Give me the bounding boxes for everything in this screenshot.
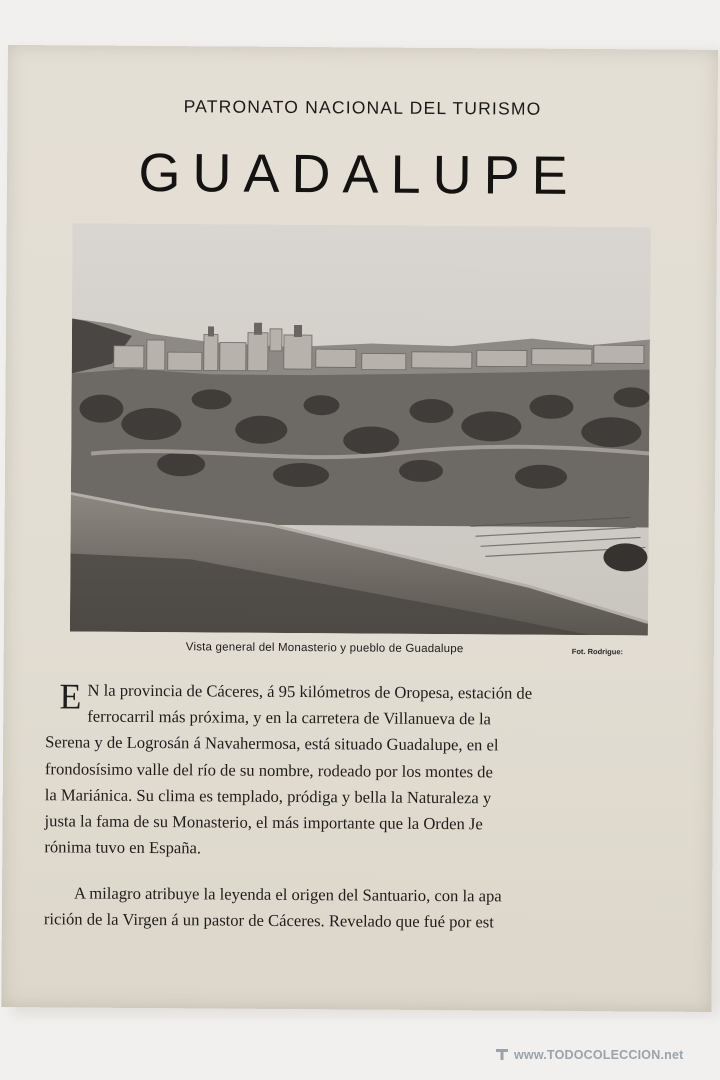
- paragraph-2-line-1: A milagro atribuye la leyenda el origen del Santuario, con la apa: [74, 883, 502, 906]
- paragraph-1-line-4: frondosísimo valle del río de su nombre, rodeado por los montes de: [44, 758, 493, 781]
- paragraph-1-line-6: justa la fama de su Monasterio, el más importante que la Orden Je: [44, 811, 483, 834]
- paragraph-1-line-1: N la provincia de Cáceres, á 95 kilómetros de Oropesa, estación de: [87, 680, 533, 703]
- todocoleccion-logo-icon: [494, 1046, 510, 1062]
- paragraph-2-line-2: rición de la Virgen á un pastor de Cáceres. Revelado que fué por est: [43, 909, 494, 932]
- paragraph-1-line-3: Serena y de Logrosán á Navahermosa, está situado Guadalupe, en el: [45, 732, 499, 755]
- drop-cap: E: [59, 676, 82, 717]
- watermark-text: www.TODOCOLECCION.net: [514, 1048, 684, 1062]
- brochure-page: [1, 45, 718, 1012]
- landscape-photo-illustration: [70, 223, 651, 635]
- paragraph-1-line-7: rónima tuvo en España.: [44, 837, 202, 858]
- organization-heading: PATRONATO NACIONAL DEL TURISMO: [183, 96, 542, 119]
- monastery-photo: [70, 223, 651, 635]
- paragraph-2: [44, 880, 664, 937]
- site-watermark: [494, 1046, 683, 1062]
- paragraph-1: [44, 677, 665, 865]
- photo-credit: Fot. Rodrigue:: [571, 646, 624, 657]
- page-title: GUADALUPE: [138, 142, 580, 206]
- photo-caption: Vista general del Monasterio y pueblo de Guadalupe: [185, 641, 464, 656]
- paragraph-1-line-2: ferrocarril más próxima, y en la carretera de Villanueva de la: [87, 706, 492, 729]
- paragraph-1-line-5: la Mariánica. Su clima es templado, pródiga y bella la Naturaleza y: [44, 785, 492, 808]
